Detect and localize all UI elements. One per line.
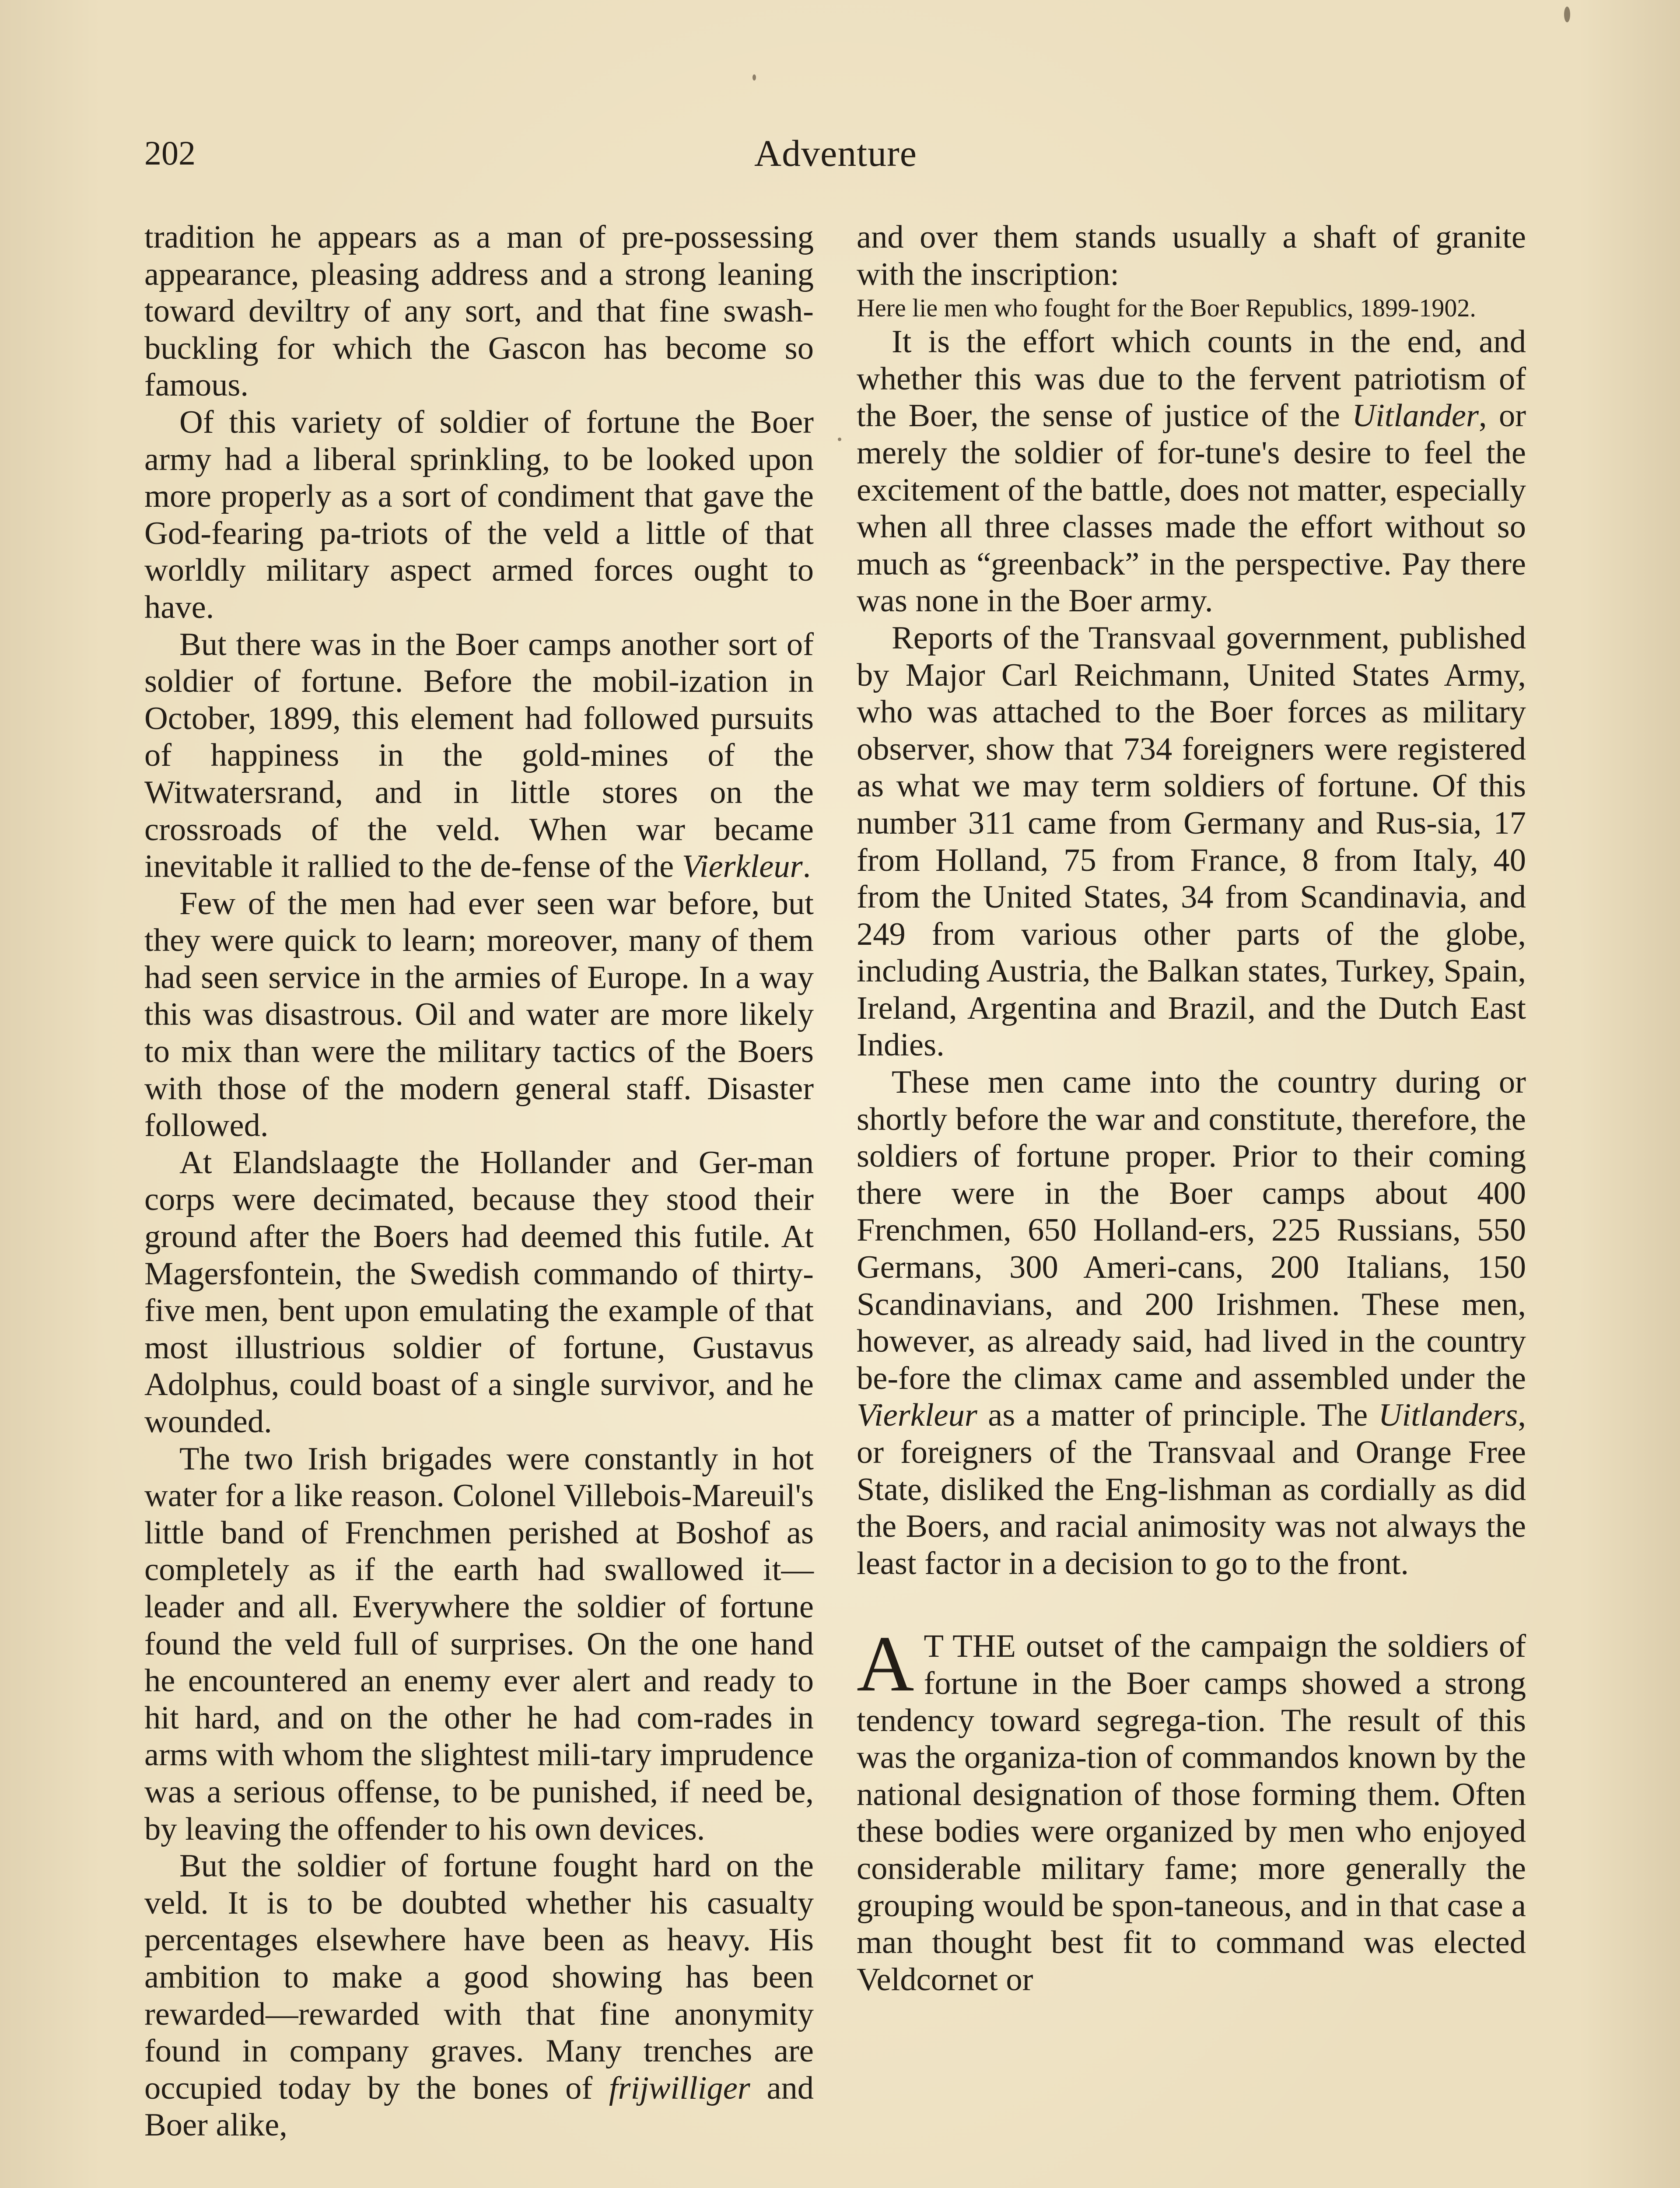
paragraph xyxy=(857,323,1526,620)
paper-speck xyxy=(752,74,756,81)
paragraph-text: , or foreigners of the Transvaal and Orange Free State, disliked the Eng-lishman as cordially as did the Boers, and racial animosity was not always the least factor in a decision to go to the front. xyxy=(857,1397,1526,1581)
italic-term: Uitlanders xyxy=(1378,1397,1518,1434)
paragraph xyxy=(144,626,814,885)
italic-term: Uitlander xyxy=(1352,398,1479,434)
paragraph xyxy=(144,1848,814,2144)
paragraph: Few of the men had ever seen war before, but they were quick to learn; moreover, many of them had seen service in the armies of Europe. In a way this was disastrous. Oil and water are more likely to mix than were the military tactics of the Boers with those of the modern general staff. Disaster followed. xyxy=(144,885,814,1144)
paragraph-text: as a matter of principle. The xyxy=(977,1397,1379,1434)
left-column xyxy=(144,219,814,2144)
section-opening-paragraph xyxy=(857,1620,1526,1998)
right-column xyxy=(857,219,1526,1998)
paragraph-text: But the soldier of fortune fought hard on the veld. It is to be doubted whether his casualty percentages elsewhere have been as heavy. His ambition to make a good showing has been rewarded—rewarded with that fine anonymity found in company graves. Many trenches are occupied today by the bones of xyxy=(144,1848,814,2106)
paragraph: and over them stands usually a shaft of granite with the inscription: xyxy=(857,219,1526,292)
inscription-quote: Here lie men who fought for the Boer Republics, 1899-1902. xyxy=(857,294,1476,323)
italic-term: frijwilliger xyxy=(609,2070,750,2106)
paragraph: Of this variety of soldier of fortune the Boer army had a liberal sprinkling, to be looked upon more properly as a sort of condiment that gave the God-fearing pa-triots of the veld a little of that worldly military aspect armed forces ought to have. xyxy=(144,404,814,625)
paragraph-text: T THE outset of the campaign the soldiers of fortune in the Boer camps showed a strong tendency toward segrega-tion. The result of this was the organiza-tion of commandos known by the national designation of those forming them. Often these bodies were organized by men who enjoyed considerable military fame; more generally the grouping would be spon-taneous, and in that case a man thought best fit to command was elected Veldcornet or xyxy=(857,1628,1526,1998)
punctuation: . xyxy=(802,849,811,885)
running-title: Adventure xyxy=(754,132,917,174)
italic-term: Vierkleur xyxy=(857,1397,977,1434)
paper-speck xyxy=(1564,7,1570,22)
drop-cap: A xyxy=(857,1620,914,1708)
paragraph-text: and Boer alike, xyxy=(144,2070,814,2143)
paragraph-text: , or merely the soldier of for-tune's desire to feel the excitement of the battle, does not matter, especially when all three classes made the effort without so much as “greenback” in the perspective. Pay there was none in the Boer army. xyxy=(857,398,1526,619)
page-header xyxy=(144,125,1527,182)
paragraph-text: It is the effort which counts in the end, and whether this was due to the fervent patriotism of the Boer, the sense of justice of the xyxy=(857,324,1526,434)
paragraph-text: These men came into the country during or shortly before the war and constitute, therefore, the soldiers of fortune proper. Prior to their coming there were in the Boer camps about 400 Frenchmen, 650 Holland-ers, 225 Russians, 550 Germans, 300 Ameri-cans, 200 Italians, 150 Scandinavians, and 200 Irishmen. These men, however, as already said, had lived in the country be-fore the climax came and assembled under the xyxy=(857,1064,1526,1396)
page-number: 202 xyxy=(144,134,196,172)
italic-term: Vierkleur xyxy=(682,849,803,885)
paragraph: At Elandslaagte the Hollander and Ger-man corps were decimated, because they stood their ground after the Boers had deemed this futile. At Magersfontein, the Swedish commando of thirty-five men, bent upon emulating the example of that most illustrious soldier of fortune, Gustavus Adolphus, could boast of a single survivor, and he wounded. xyxy=(144,1144,814,1440)
paragraph: tradition he appears as a man of pre-possessing appearance, pleasing address and a strong leaning toward deviltry of any sort, and that fine swash-buckling for which the Gascon has become so famous. xyxy=(144,219,814,403)
paragraph: The two Irish brigades were constantly in hot water for a like reason. Colonel Villebois-Mareuil's little band of Frenchmen perished at Boshof as completely as if the earth had swallowed it—leader and all. Everywhere the soldier of fortune found the veld full of surprises. On the one hand he encountered an enemy ever alert and ready to hit hard, and on the other he had com-rades in arms with whom the slightest mili-tary imprudence was a serious offense, to be punished, if need be, by leaving the offender to his own devices. xyxy=(144,1441,814,1847)
paragraph xyxy=(857,1064,1526,1582)
paragraph: Reports of the Transvaal government, published by Major Carl Reichmann, United States Army, who was attached to the Boer forces as military observer, show that 734 foreigners were registered as what we may term soldiers of fortune. Of this number 311 came from Germany and Rus-sia, 17 from Holland, 75 from France, 8 from Italy, 40 from the United States, 34 from Scandinavia, and 249 from various other parts of the globe, including Austria, the Balkan states, Turkey, Spain, Ireland, Argentina and Brazil, and the Dutch East Indies. xyxy=(857,620,1526,1063)
paper-speck xyxy=(838,438,841,441)
paragraph-text: But there was in the Boer camps another sort of soldier of fortune. Before the mobil-ization in October, 1899, this element had followed pursuits of happiness in the gold-mines of the Witwatersrand, and in little stores on the crossroads of the veld. When war became inevitable it rallied to the de-fense of the xyxy=(144,626,814,885)
